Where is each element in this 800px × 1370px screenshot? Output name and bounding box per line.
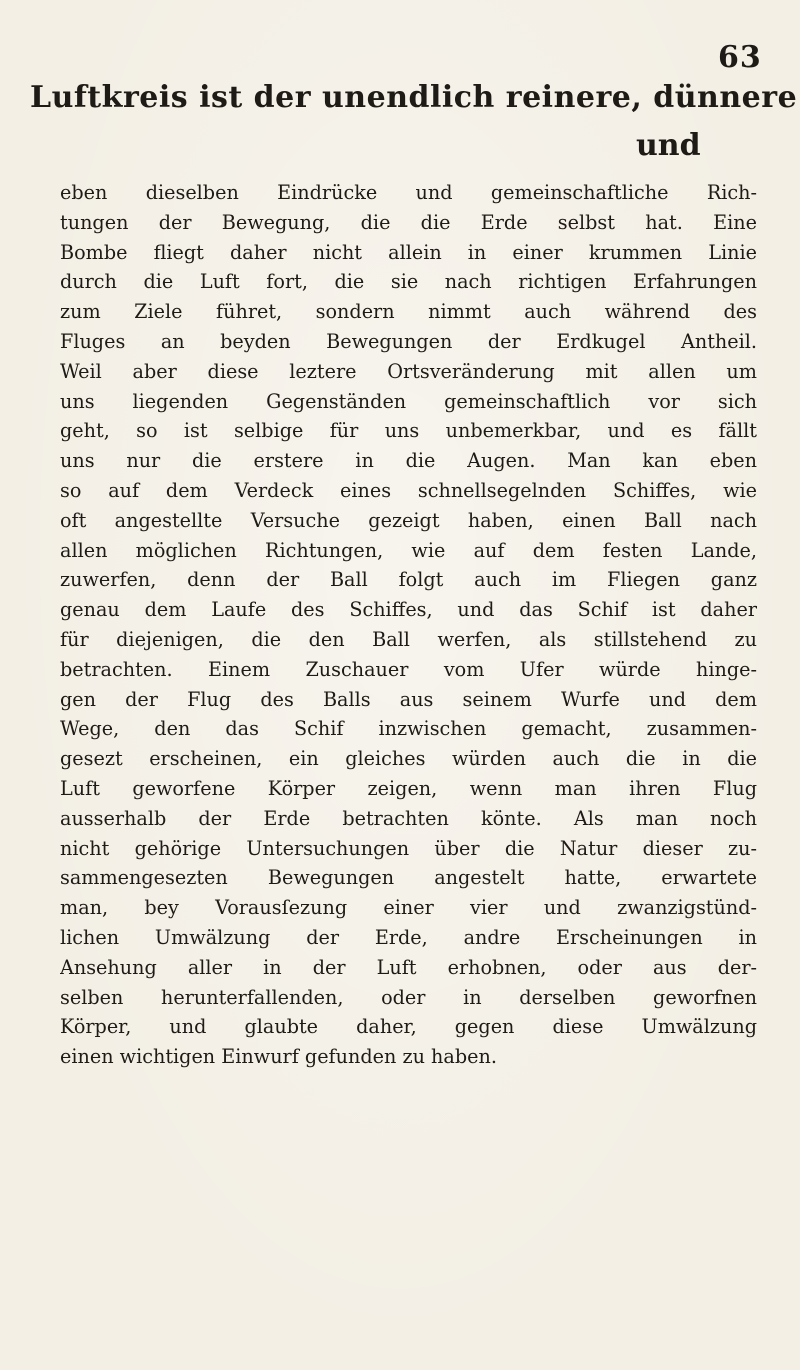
text-line: geht, so ist selbige für uns unbemerkbar, und es fällt <box>60 419 757 443</box>
text-line: einen wichtigen Einwurf gefunden zu haben. <box>60 1045 497 1069</box>
text-line: man, bey Vorausſezung einer vier und zwanzigstünd- <box>60 896 757 920</box>
text-line: uns nur die erstere in die Augen. Man kan eben <box>60 449 757 473</box>
body-text <box>60 178 757 1072</box>
running-head: Luftkreis ist der unendlich reinere, dünnere <box>30 80 798 115</box>
text-line: Wege, den das Schif inzwischen gemacht, zusammen- <box>60 717 757 741</box>
text-line: Fluges an beyden Bewegungen der Erdkugel Antheil. <box>60 329 757 353</box>
text-line: Körper, und glaubte daher, gegen diese Umwälzung <box>60 1015 757 1039</box>
text-line: gesezt erscheinen, ein gleiches würden auch die in die <box>60 747 757 771</box>
text-line: für diejenigen, die den Ball werfen, als stillstehend zu <box>60 627 757 651</box>
text-line: genau dem Laufe des Schiffes, und das Schif ist daher <box>60 598 757 622</box>
text-line: uns liegenden Gegenständen gemeinschaftlich vor sich <box>60 389 757 413</box>
text-line: zuwerfen, denn der Ball folgt auch im Fliegen ganz <box>60 568 757 592</box>
text-line: selben herunterfallenden, oder in derselben geworfnen <box>60 985 757 1009</box>
text-line: allen möglichen Richtungen, wie auf dem festen Lande, <box>60 538 757 562</box>
text-line: zum Ziele führet, sondern nimmt auch während des <box>60 300 757 324</box>
text-line: eben dieselben Eindrücke und gemeinschaftliche Rich- <box>60 181 757 204</box>
text-line: nicht gehörige Untersuchungen über die Natur dieser zu- <box>60 836 757 860</box>
text-line: tungen der Bewegung, die die Erde selbst hat. Eine <box>60 210 757 234</box>
text-line: ausserhalb der Erde betrachten könte. Als man noch <box>60 806 757 830</box>
page-number: 63 <box>718 40 762 75</box>
text-line: Ansehung aller in der Luft erhobnen, oder aus der- <box>60 955 757 979</box>
text-line: Luft geworfene Körper zeigen, wenn man ihren Flug <box>60 776 757 800</box>
text-line: sammengesezten Bewegungen angestelt hatte, erwartete <box>60 866 757 890</box>
text-line: Bombe fliegt daher nicht allein in einer krummen Linie <box>60 240 757 264</box>
text-line: betrachten. Einem Zuschauer vom Ufer würde hinge- <box>60 657 757 681</box>
text-line: so auf dem Verdeck eines schnellsegelnden Schiffes, wie <box>60 478 757 502</box>
text-line: gen der Flug des Balls aus seinem Wurfe und dem <box>60 687 757 711</box>
text-line: durch die Luft fort, die sie nach richtigen Erfahrungen <box>60 270 757 294</box>
text-line: oft angestellte Versuche gezeigt haben, einen Ball nach <box>60 508 757 532</box>
text-line: lichen Umwälzung der Erde, andre Erscheinungen in <box>60 925 757 949</box>
catchword: und <box>636 128 701 163</box>
text-line: Weil aber diese leztere Ortsveränderung mit allen um <box>60 359 757 383</box>
